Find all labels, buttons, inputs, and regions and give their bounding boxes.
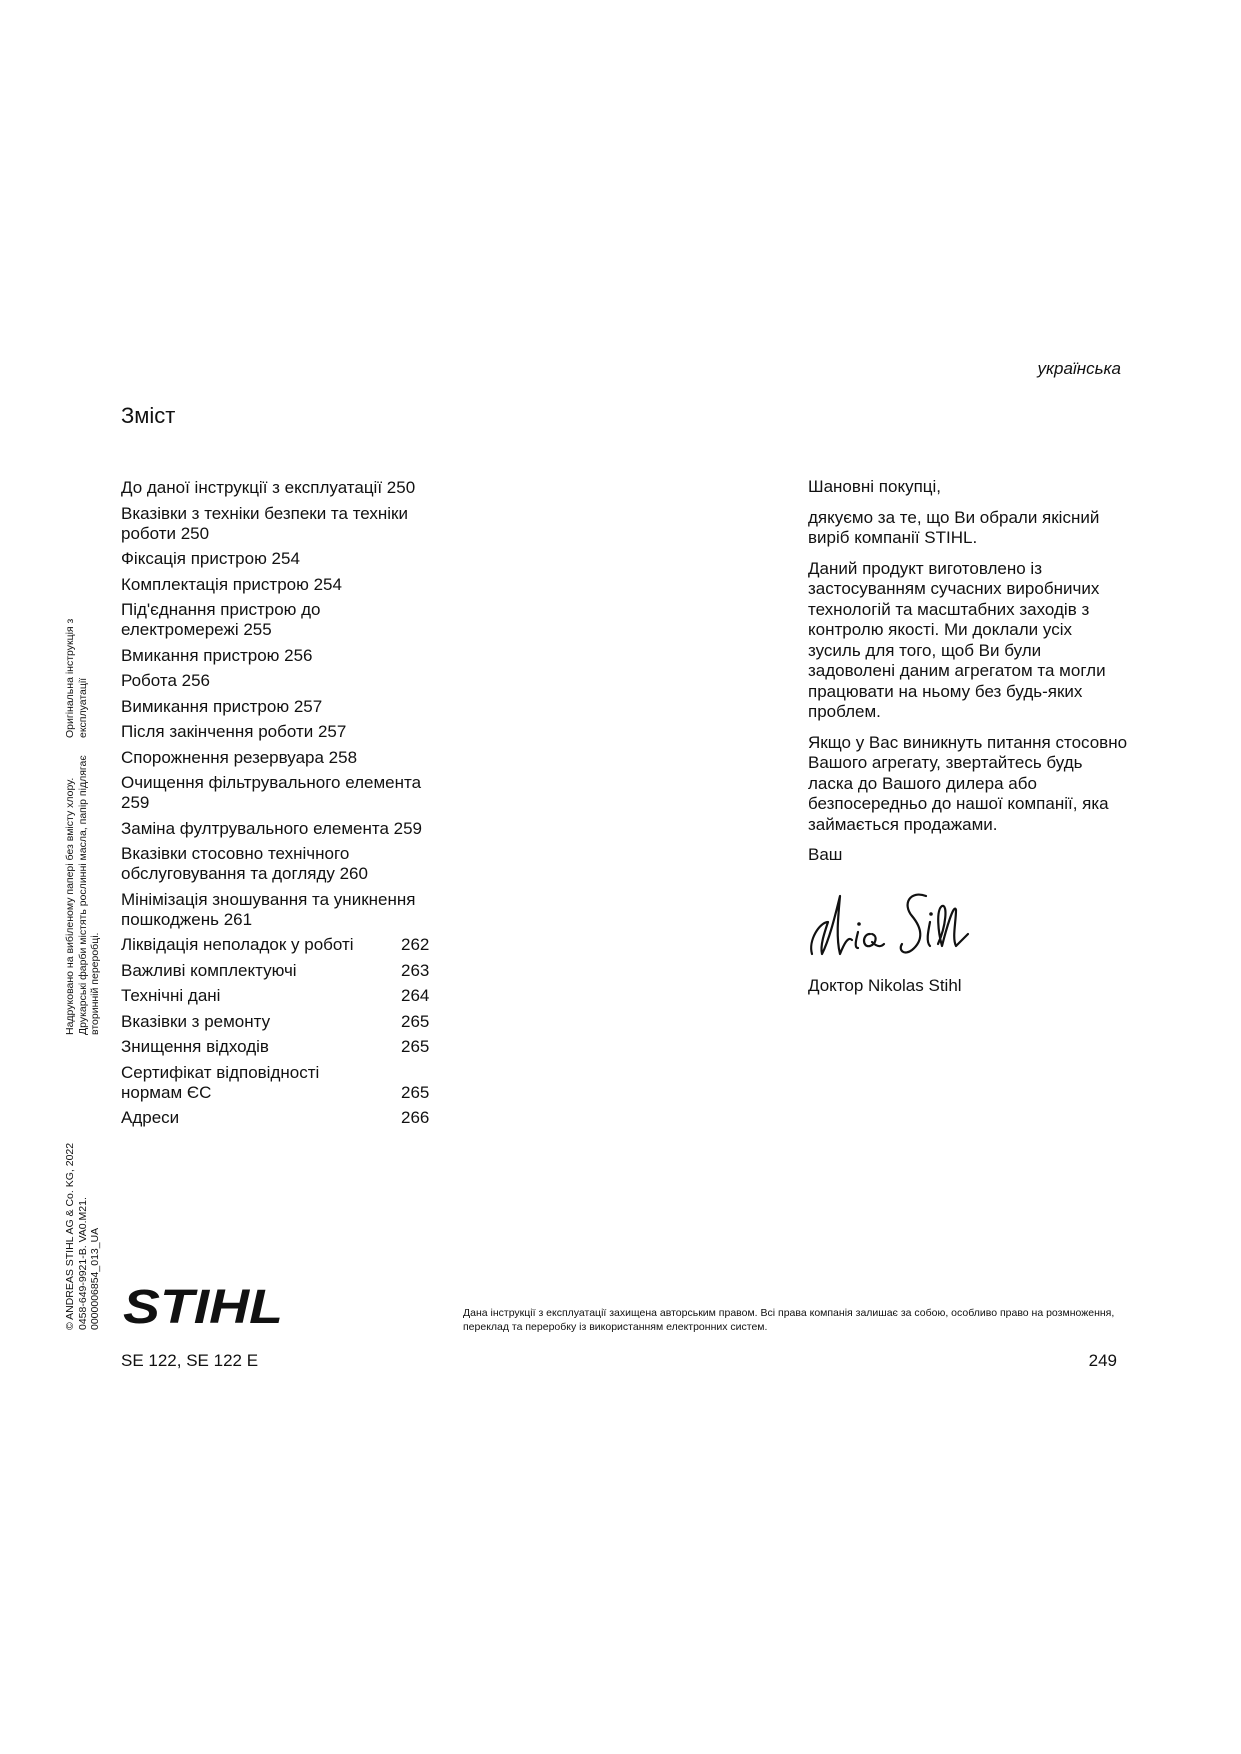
toc-entry-text: Адреси — [121, 1108, 180, 1127]
letter-paragraph-1: дякуємо за те, що Ви обрали якісний виріб компанії STIHL. — [808, 507, 1100, 547]
toc-entry[interactable] — [121, 773, 441, 813]
toc-entry-text: Робота 256 — [121, 671, 211, 690]
letter-greeting: Шановні покупці, — [808, 477, 942, 496]
toc-entry[interactable] — [121, 478, 441, 498]
svg-text:STIHL: STIHL — [123, 1286, 283, 1328]
toc-entry[interactable] — [121, 1037, 441, 1057]
imprint-original-note: Оригінальна інструкція з експлуатації — [64, 618, 89, 738]
toc-entry-text: Знищення відходів — [121, 1037, 269, 1056]
toc-entry[interactable] — [121, 748, 441, 768]
imprint-paper-note: Надруковано на вибіленому папері без вмісту хлору. Друкарські фарби містять рослинні масла, папір підлягає вторинній переробці. — [64, 755, 101, 1035]
toc-entry-text: Сертифікат відповідності нормам ЄС — [121, 1062, 320, 1102]
copyright-notice: Дана інструкції з експлуатації захищена авторським правом. Всі права компанія залишає за собою, особливо право на розмноження, переклад та переробку із використанням електронних систем. — [463, 1307, 1115, 1333]
toc-entry-page: 262 — [401, 935, 430, 954]
letter — [808, 477, 1128, 876]
toc-entry-text: Фіксація пристрою 254 — [121, 549, 300, 568]
toc-entry-text: Вказівки стосовно технічного обслуговування та догляду 260 — [121, 844, 368, 883]
toc-entry-text: Після закінчення роботи 257 — [121, 722, 347, 741]
toc-entry[interactable] — [121, 961, 441, 981]
toc-entry-text: Вказівки з ремонту — [121, 1011, 271, 1031]
toc-entry[interactable] — [121, 935, 441, 955]
toc-entry-text: Заміна фултрувального елемента 259 — [121, 818, 422, 838]
stihl-logo — [121, 1286, 291, 1328]
toc-entry-page: 265 — [401, 1082, 430, 1102]
toc-entry[interactable] — [121, 819, 441, 839]
letter-paragraph-3: Якщо у Вас виникнуть питання стосовно Вашого агрегату, звертайтесь будь ласка до Вашого дилера або безпосередньо до нашої компанії, яка займається продажами. — [808, 732, 1128, 834]
toc-title: Зміст — [121, 403, 176, 428]
toc-entry-text: Мінімізація зношування та уникнення пошкоджень 261 — [121, 889, 416, 929]
toc-entry-page: 265 — [401, 1037, 430, 1056]
toc-entry-text: Спорожнення резервуара 258 — [121, 747, 358, 767]
toc-entry[interactable] — [121, 600, 441, 640]
model-name: SE 122, SE 122 E — [121, 1351, 259, 1370]
toc-entry[interactable] — [121, 575, 441, 595]
toc-entry[interactable] — [121, 722, 441, 742]
letter-paragraph-2: Даний продукт виготовлено із застосуванням сучасних виробничих технологій та масштабних заходів з контролю якості. Ми доклали усіх зусиль для того, щоб Ви були задоволені даним агрегатом та могли працювати на ньому без будь-яких проблем. — [808, 558, 1106, 721]
toc-entry[interactable] — [121, 890, 441, 930]
toc-entry[interactable] — [121, 1063, 441, 1103]
toc-entry[interactable] — [121, 986, 441, 1006]
toc-entry-text: До даної інструкції з експлуатації 250 — [121, 478, 416, 497]
toc-entry-page: 266 — [401, 1108, 430, 1127]
toc-entry[interactable] — [121, 646, 441, 666]
toc-entry-page: 265 — [401, 1011, 430, 1031]
toc-entry-text: Вмикання пристрою 256 — [121, 645, 313, 665]
toc-entry-text: Вимикання пристрою 257 — [121, 696, 323, 716]
signature-image — [806, 882, 976, 962]
toc-entry[interactable] — [121, 1108, 441, 1128]
toc-entry-page: 263 — [401, 960, 430, 980]
toc-entry-text: Очищення фільтрувального елемента 259 — [121, 773, 422, 812]
toc-entry-text: Вказівки з техніки безпеки та техніки роботи 250 — [121, 503, 408, 543]
signature-name: Доктор Nikolas Stihl — [808, 976, 962, 995]
toc-entry[interactable] — [121, 671, 441, 691]
toc-entry[interactable] — [121, 504, 441, 544]
toc-entry[interactable] — [121, 844, 441, 884]
toc-entry[interactable] — [121, 1012, 441, 1032]
toc-entry-text: Комплектація пристрою 254 — [121, 574, 342, 594]
toc-entry[interactable] — [121, 549, 441, 569]
toc-entry-text: Під'єднання пристрою до електромережі 255 — [121, 600, 321, 639]
toc-entry-page: 264 — [401, 986, 430, 1005]
page-number: 249 — [1088, 1351, 1117, 1370]
letter-closing: Ваш — [808, 845, 843, 864]
language-label: українська — [1037, 359, 1121, 378]
imprint-copyright: © ANDREAS STIHL AG & Co. KG, 2022 0458-649-9921-B. VA0.M21. 0000006854_013_UA — [64, 1142, 101, 1330]
toc-entry[interactable] — [121, 697, 441, 717]
toc-entry-text: Важливі комплектуючі — [121, 960, 297, 980]
toc-entry-text: Ліквідація неполадок у роботі — [121, 935, 354, 954]
toc-entry-text: Технічні дані — [121, 986, 221, 1005]
table-of-contents — [121, 478, 441, 1134]
